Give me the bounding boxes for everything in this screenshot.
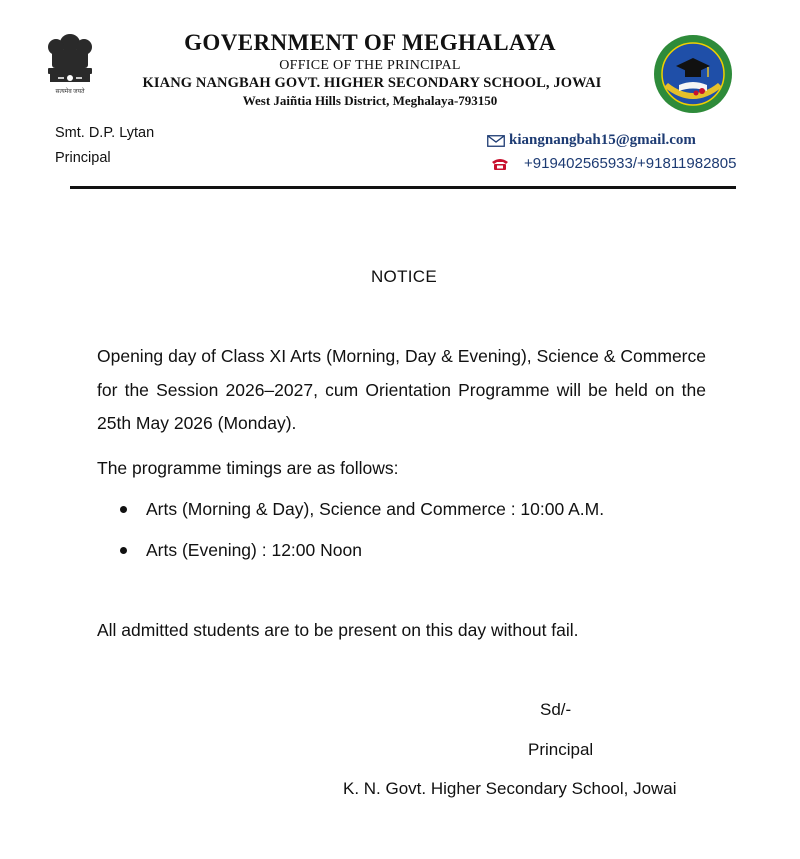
school-crest-icon — [652, 33, 734, 115]
timing-text: Arts (Evening) : 12:00 Noon — [146, 540, 362, 560]
email-row — [487, 132, 696, 149]
school-name: KIANG NANGBAH GOVT. HIGHER SECONDARY SCHOOL, JOWAI — [142, 75, 602, 91]
list-item — [120, 499, 604, 520]
list-item — [120, 540, 362, 561]
notice-heading: NOTICE — [370, 267, 438, 286]
email-address[interactable]: kiangnangbah15@gmail.com — [509, 132, 696, 148]
school-address: West Jaiñtia Hills District, Meghalaya-793150 — [242, 93, 498, 108]
government-title: GOVERNMENT OF MEGHALAYA — [184, 30, 556, 55]
phone-row — [490, 155, 736, 172]
telephone-icon — [490, 157, 510, 171]
bullet-icon — [120, 547, 127, 554]
phone-number[interactable]: +919402565933/+91811982805 — [524, 155, 737, 172]
timing-text: Arts (Morning & Day), Science and Commerce : 10:00 A.M. — [146, 499, 605, 519]
signature-title: Principal — [528, 740, 594, 759]
header-divider — [70, 186, 736, 189]
signature-sd: Sd/- — [540, 700, 572, 719]
office-line: OFFICE OF THE PRINCIPAL — [279, 58, 461, 73]
principal-title: Principal — [55, 150, 111, 166]
mail-icon — [487, 135, 505, 147]
timing-intro: The programme timings are as follows: — [97, 458, 399, 478]
bullet-icon — [120, 506, 127, 513]
closing-line: All admitted students are to be present on this day without fail. — [97, 620, 579, 640]
principal-name: Smt. D.P. Lytan — [55, 125, 155, 141]
signature-school: K. N. Govt. Higher Secondary School, Jowai — [343, 779, 677, 798]
notice-body: Opening day of Class XI Arts (Morning, Day & Evening), Science & Commerce for the Session 2026–2027, cum Orientation Programme will be held on the 25th May 2026 (Monday). — [97, 346, 706, 433]
emblem-caption: सत्यमेव जयते — [55, 89, 85, 95]
